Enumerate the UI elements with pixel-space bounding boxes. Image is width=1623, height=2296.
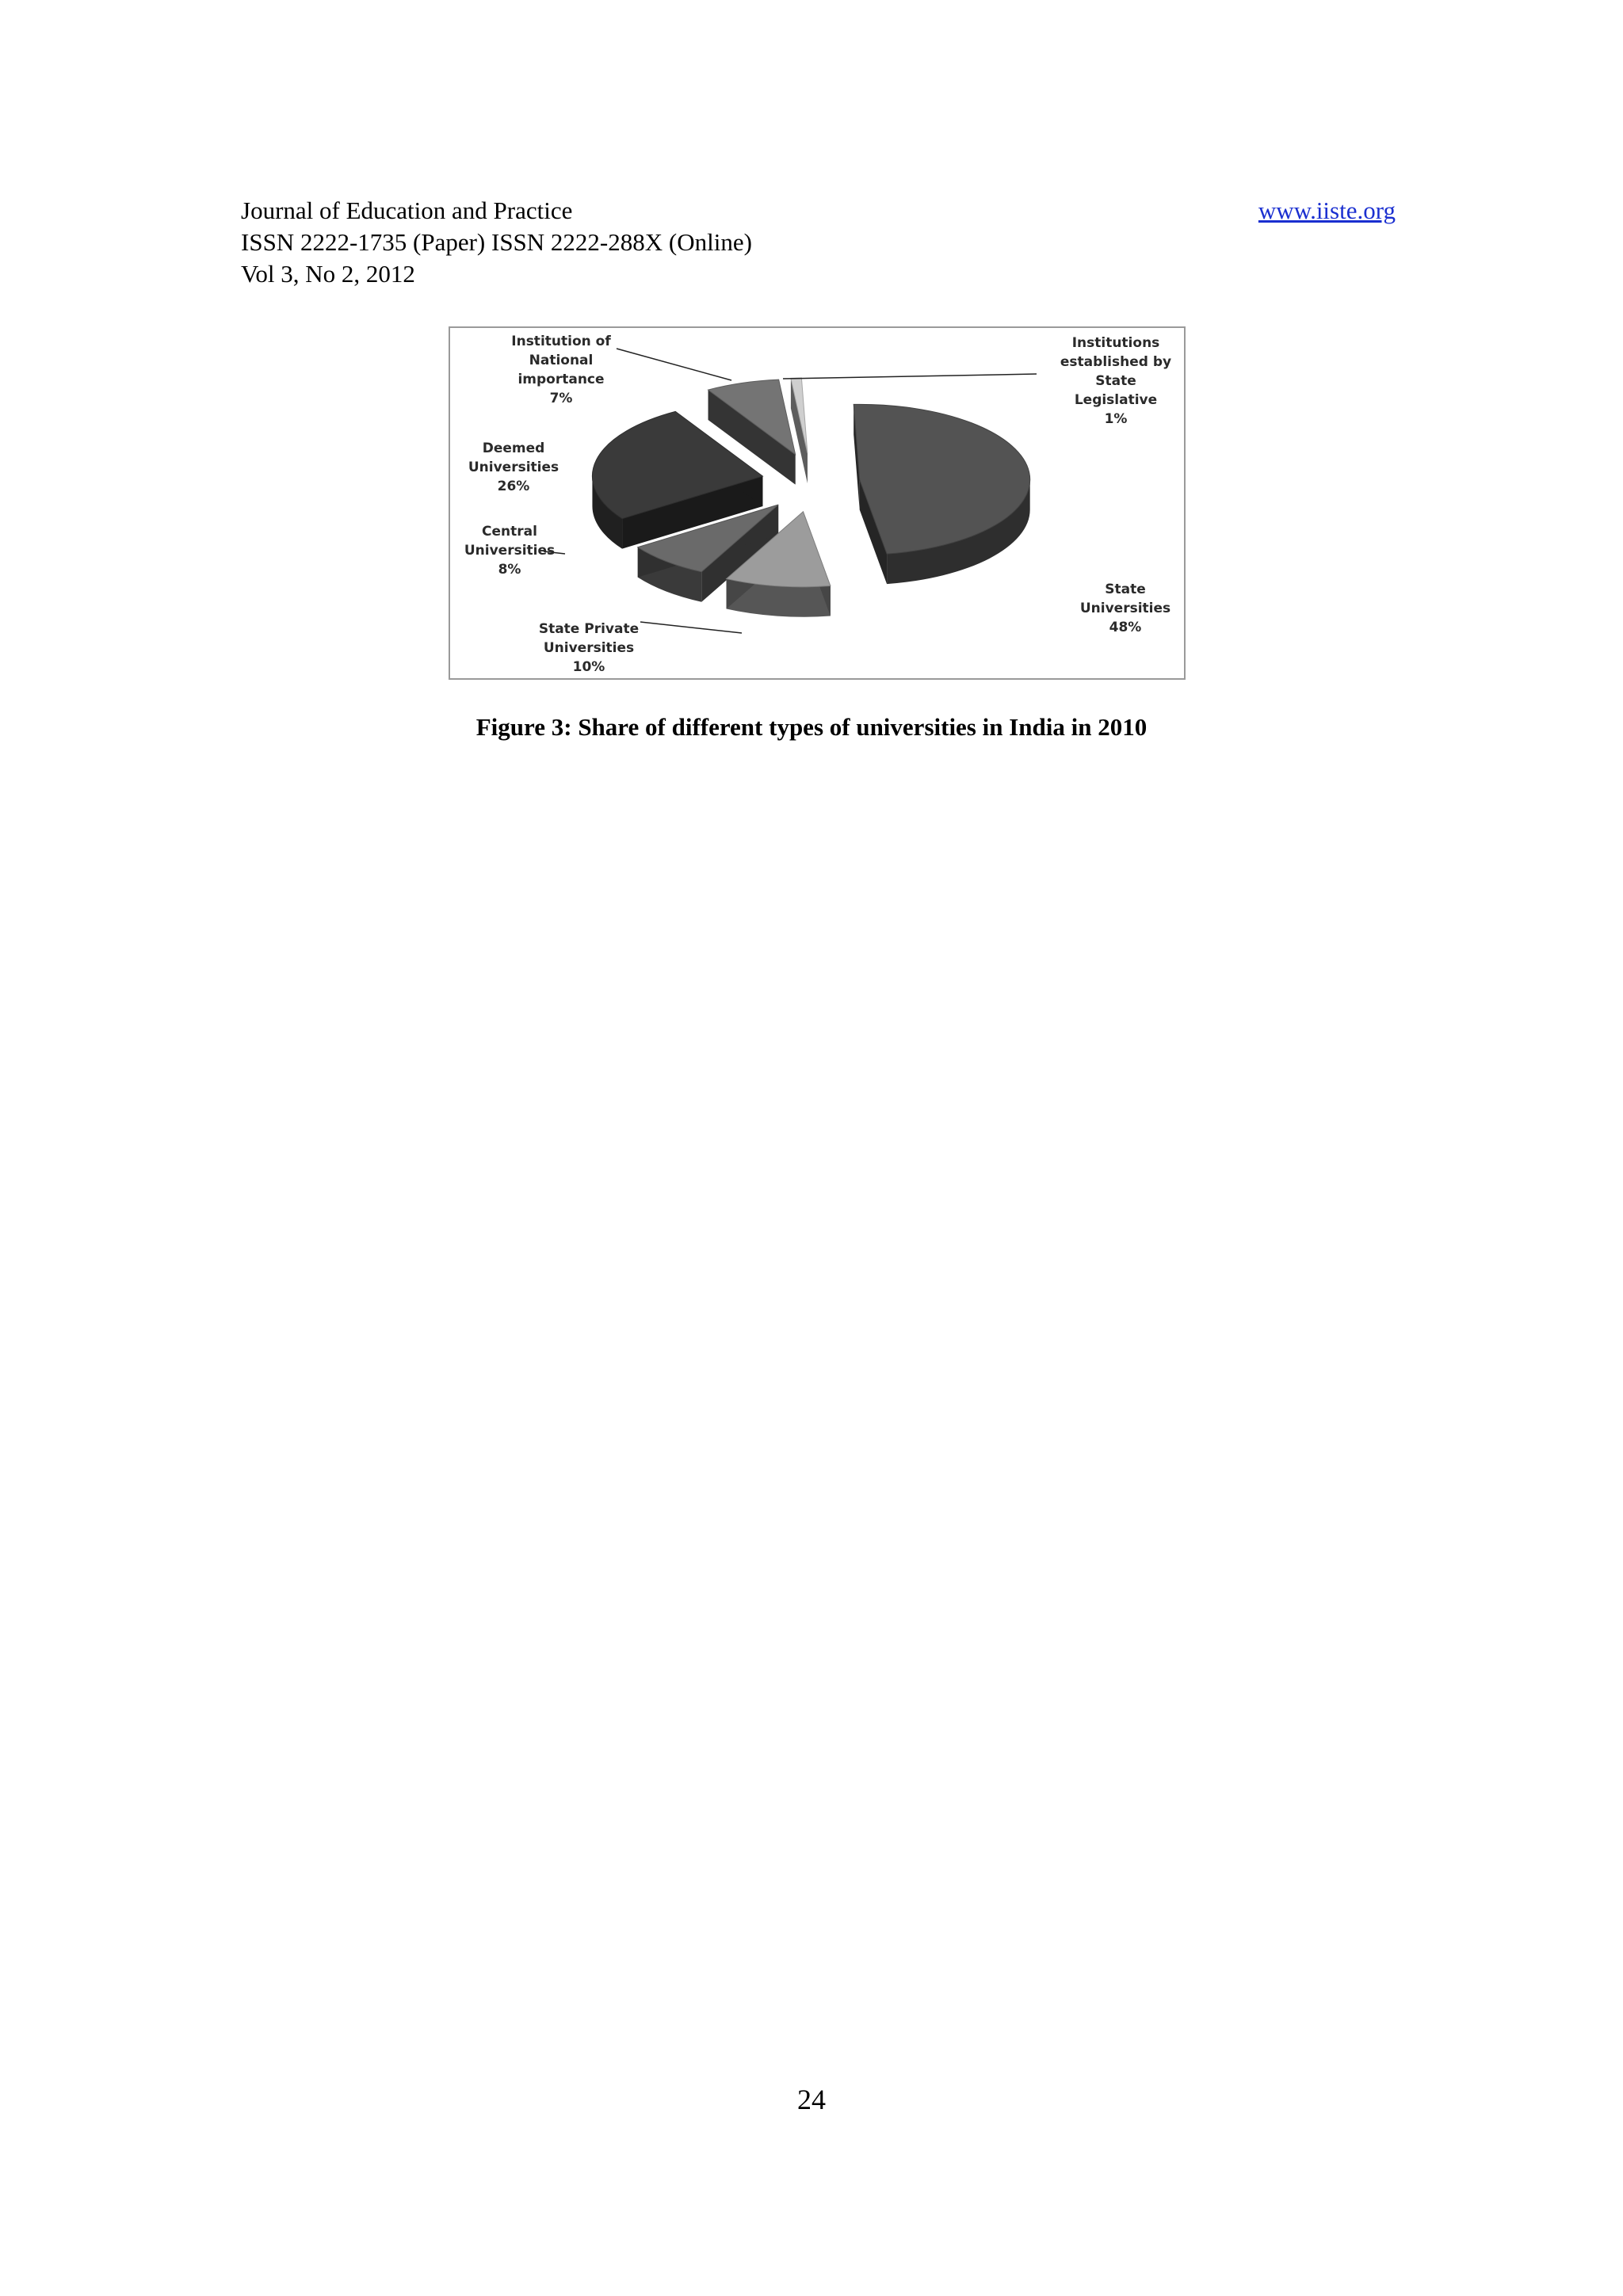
slice-label-line: 1% [1104, 411, 1128, 427]
slice-label-line: 8% [498, 562, 521, 578]
label-leader-line [783, 374, 1037, 379]
label-leader-line [640, 622, 742, 633]
label-leader-line [617, 349, 731, 380]
slice-label-line: importance [517, 372, 605, 387]
pie-slice [854, 404, 1030, 584]
slice-label-line: Central [482, 524, 537, 540]
figure-caption: Figure 3: Share of different types of universities in India in 2010 [475, 713, 1148, 741]
slice-label-line: Universities [1079, 601, 1171, 616]
slice-label-line: National [529, 353, 594, 368]
slice-label-line: 7% [549, 391, 573, 406]
slice-label [1060, 335, 1171, 427]
journal-title: Journal of Education and Practice [241, 196, 573, 224]
slice-label-line: State [1095, 373, 1136, 389]
slice-label-line: 26% [497, 479, 530, 494]
slice-label-line: State Private [538, 621, 640, 637]
slice-label-line: established by [1060, 354, 1172, 370]
issn-line: ISSN 2222-1735 (Paper) ISSN 2222-288X (Online) [241, 228, 752, 256]
slice-label [1080, 582, 1170, 635]
slice-label [511, 334, 611, 406]
slice-label-line: Institution of [511, 334, 611, 349]
slice-label-line: Universities [464, 543, 556, 559]
slice-label-line: Deemed [482, 441, 545, 456]
pie-chart [450, 328, 1184, 678]
slice-label-line: 48% [1109, 620, 1142, 635]
slice-label-line: State [1105, 582, 1146, 597]
pie-chart-figure [449, 326, 1186, 680]
slice-label-line: 10% [572, 659, 605, 675]
slice-label-line: Institutions [1071, 335, 1160, 351]
slice-label-line: Universities [468, 460, 559, 475]
slice-label [468, 441, 559, 494]
page-number: 24 [797, 2084, 826, 2115]
slice-label-line: Universities [543, 640, 635, 656]
slice-label [539, 621, 639, 675]
website-link[interactable]: www.iiste.org [1258, 196, 1396, 224]
slice-label [464, 524, 555, 578]
slice-label-line: Legislative [1074, 392, 1158, 408]
volume-line: Vol 3, No 2, 2012 [241, 260, 415, 288]
